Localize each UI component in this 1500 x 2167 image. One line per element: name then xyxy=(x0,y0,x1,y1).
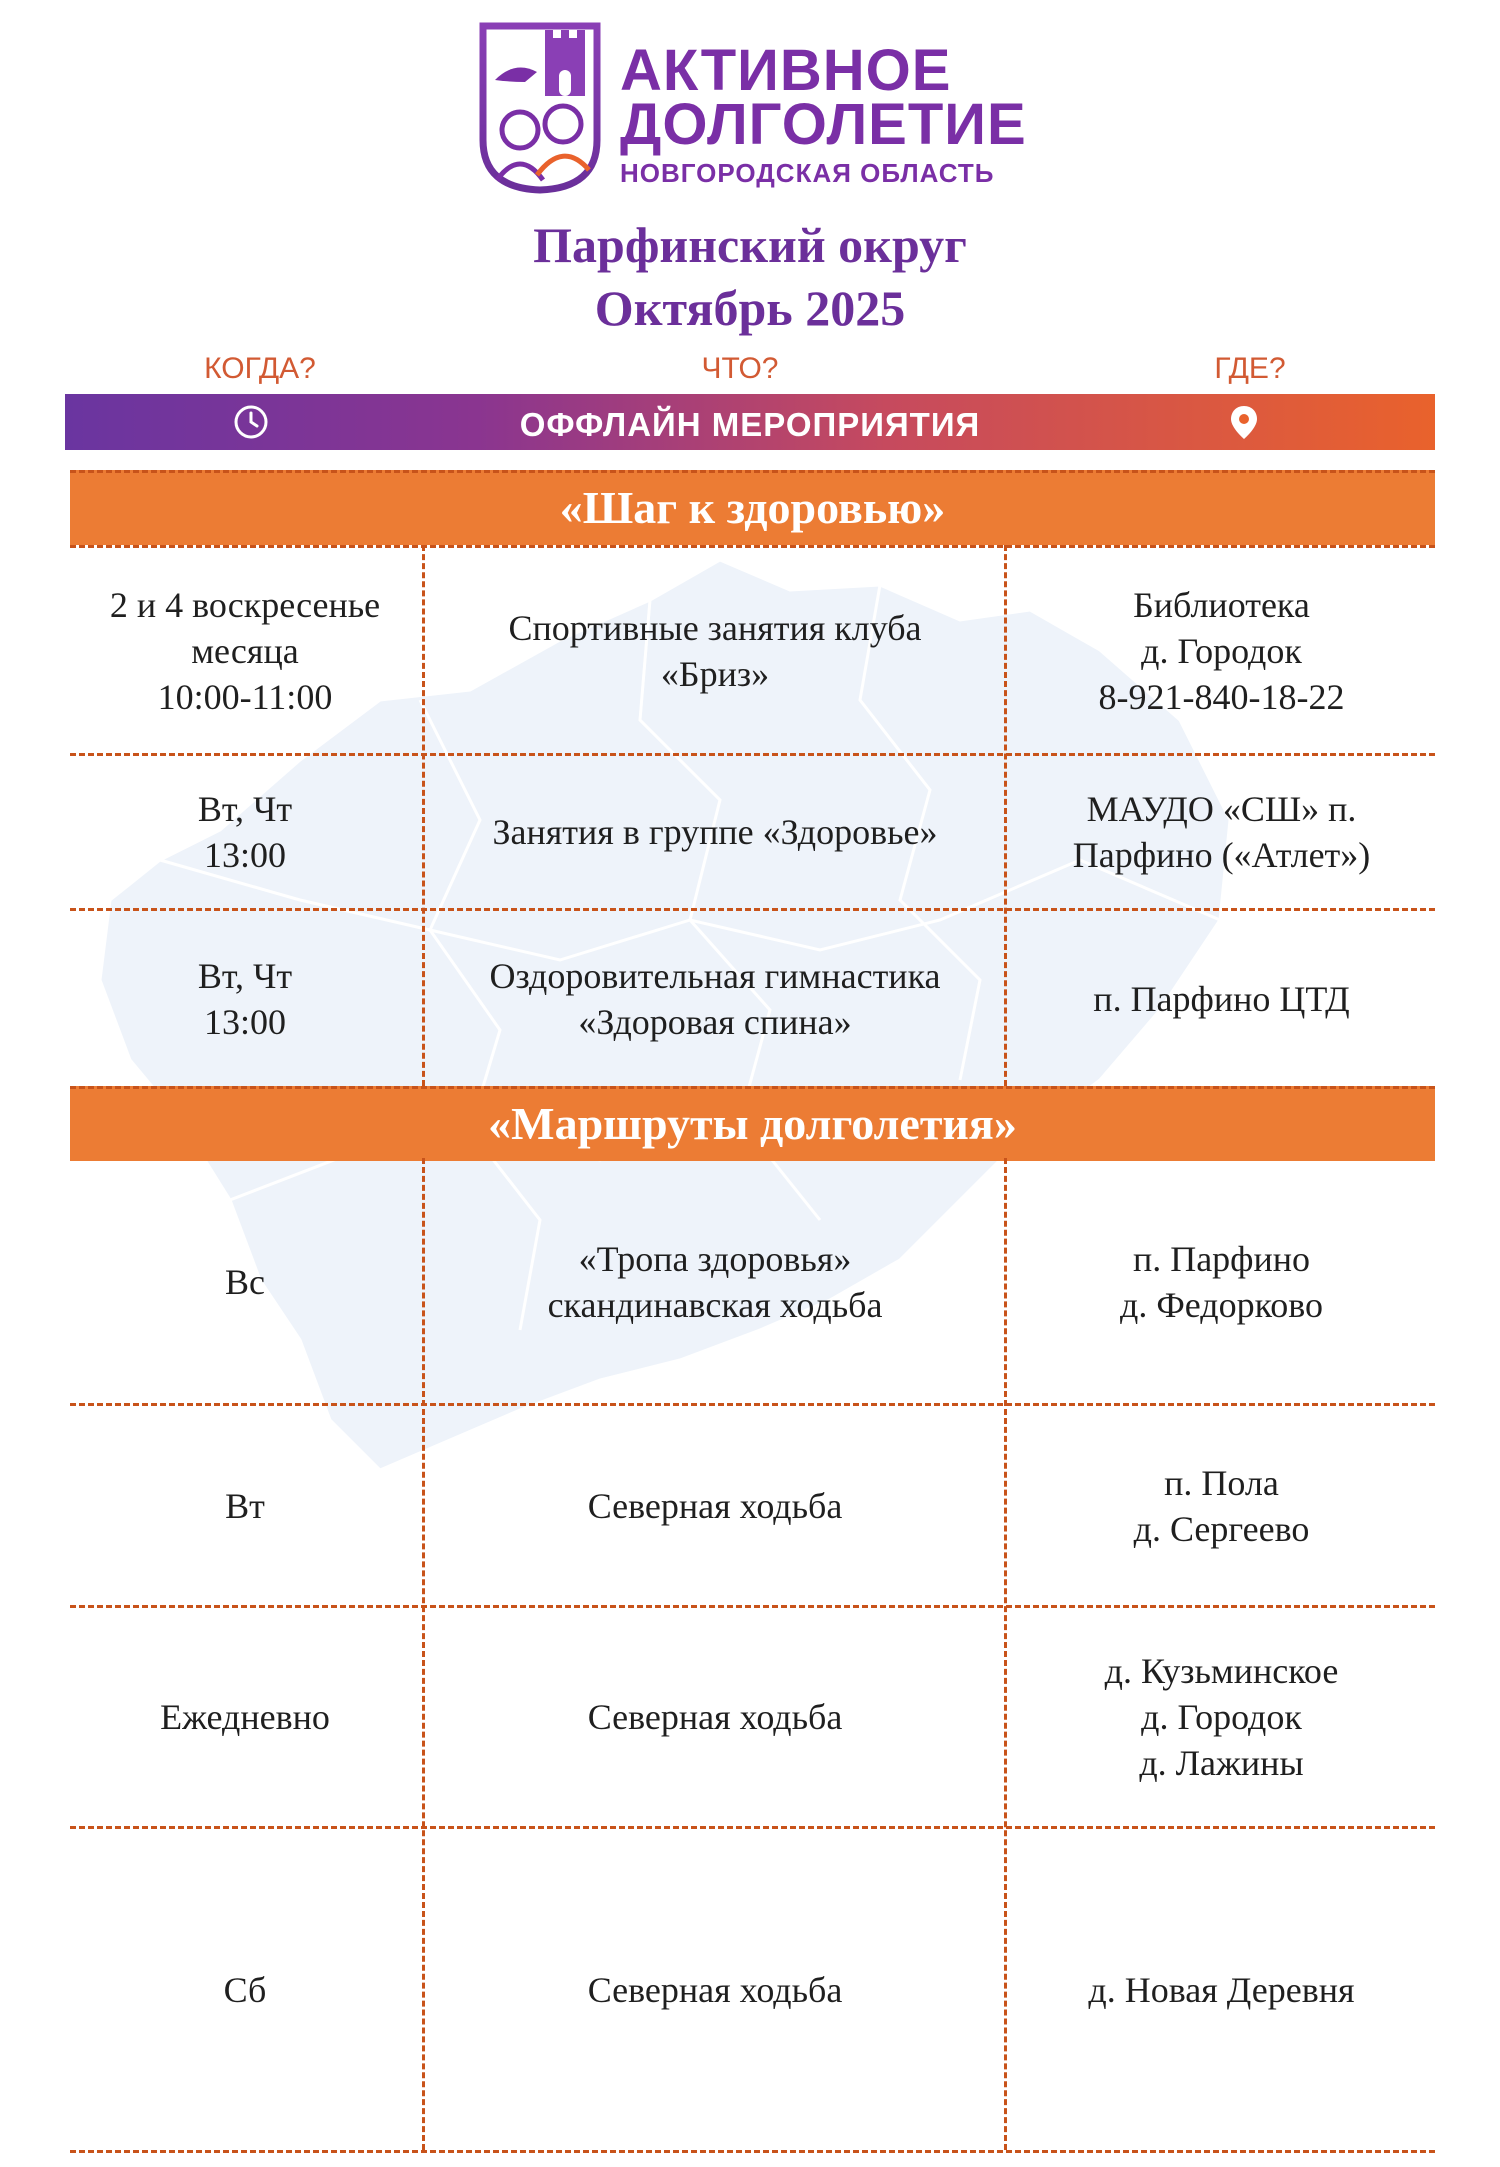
event-what: Северная ходьба xyxy=(587,1697,843,1737)
event-when: Ежедневно xyxy=(160,1697,330,1737)
offline-events-banner xyxy=(65,394,1435,450)
event-where: д. Новая Деревня xyxy=(1088,1969,1355,2010)
event-where: Библиотека д. Городок 8-921-840-18-22 xyxy=(1098,584,1345,717)
event-what: Оздоровительная гимнастика «Здоровая спина» xyxy=(489,955,941,1042)
event-where: п. Пола д. Сергеево xyxy=(1133,1462,1310,1549)
page-subtitle-date: Октябрь 2025 xyxy=(594,280,906,336)
event-when: 2 и 4 воскресенье месяца 10:00-11:00 xyxy=(109,584,381,717)
event-where: д. Кузьминское д. Городок д. Лажины xyxy=(1104,1651,1339,1783)
logo-subtitle: НОВГОРОДСКАЯ ОБЛАСТЬ xyxy=(620,158,995,188)
banner-label: ОФФЛАЙН МЕРОПРИЯТИЯ xyxy=(519,406,981,443)
event-what: Спортивные занятия клуба «Бриз» xyxy=(508,607,922,694)
logo-title-line2: ДОЛГОЛЕТИЕ xyxy=(620,92,1027,157)
event-when: Вт xyxy=(225,1485,265,1526)
event-where: п. Парфино ЦТД xyxy=(1093,978,1350,1019)
event-where: п. Парфино д. Федорково xyxy=(1120,1239,1323,1325)
event-what: Северная ходьба xyxy=(587,1969,843,2010)
event-what: Северная ходьба xyxy=(587,1485,843,1526)
section-title: «Шаг к здоровью» xyxy=(559,482,946,533)
logo-title-line1: АКТИВНОЕ xyxy=(620,38,952,103)
event-what: «Тропа здоровья» скандинавская ходьба xyxy=(547,1239,883,1325)
page-title: Парфинский округ xyxy=(533,217,967,273)
location-pin-icon xyxy=(1225,403,1263,441)
logo-text xyxy=(620,38,1027,190)
column-header-when: КОГДА? xyxy=(204,352,316,385)
column-header-what: ЧТО? xyxy=(701,352,779,385)
logo xyxy=(475,20,1035,200)
event-what: Занятия в группе «Здоровье» xyxy=(492,812,938,852)
section-title: «Маршруты долголетия» xyxy=(488,1098,1017,1149)
event-when: Вс xyxy=(225,1262,265,1302)
event-when: Вт, Чт 13:00 xyxy=(197,789,293,875)
section-header-health-step xyxy=(70,470,1435,545)
table-divider xyxy=(70,2150,1435,2153)
event-when: Вт, Чт 13:00 xyxy=(197,955,293,1042)
event-when: Сб xyxy=(223,1969,267,2010)
section-header-longevity-routes xyxy=(70,1086,1435,1161)
event-where: МАУДО «СШ» п. Парфино («Атлет») xyxy=(1072,789,1371,875)
logo-emblem-icon xyxy=(475,20,605,195)
column-header-where: ГДЕ? xyxy=(1214,352,1286,385)
